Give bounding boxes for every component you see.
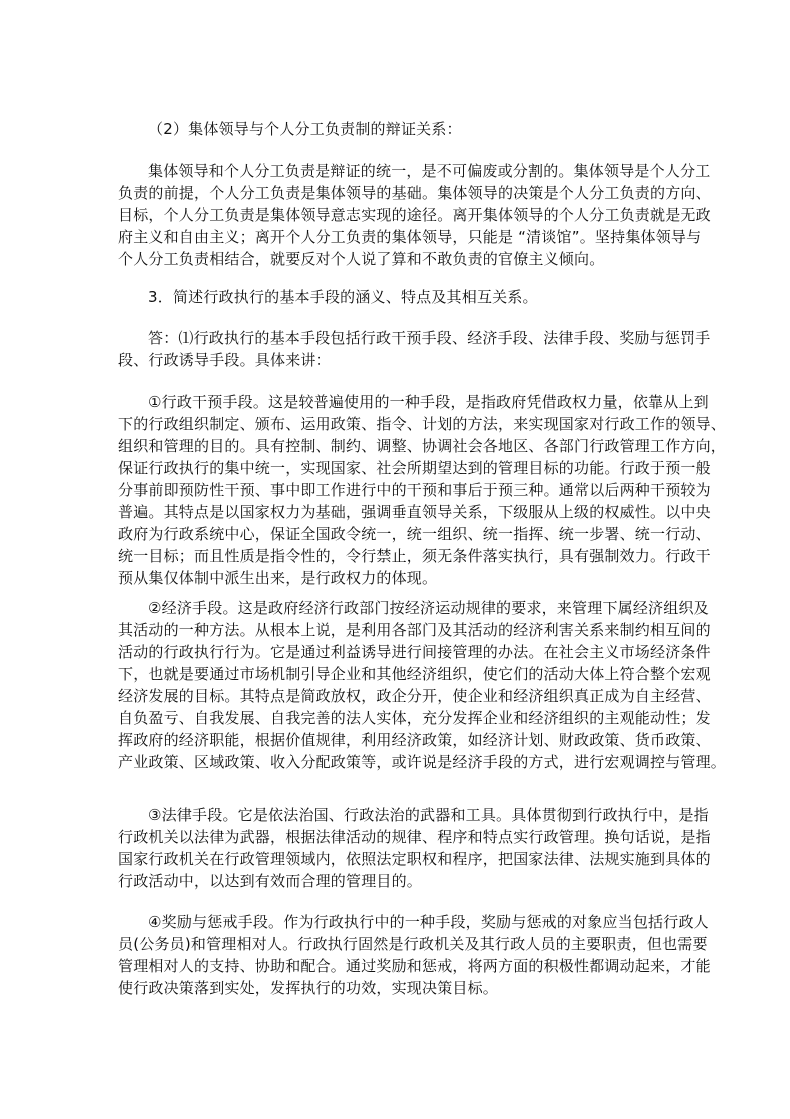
text-line: 下的行政组织制定、颁布、运用政策、指令、计划的方法，来实现国家对行政工作的领导、 [118,415,727,433]
text-line: 员(公务员)和管理相对人。行政执行固然是行政机关及其行政人员的主要职责，但也需要 [118,935,708,953]
text-line: 分事前即预防性干预、事中即工作进行中的干预和事后于预三种。通常以后两种干预较为 [118,481,711,499]
means-2-paragraph [118,597,727,773]
question-3-block [118,286,718,308]
text-line: ②经济手段。这是政府经济行政部门按经济运动规律的要求，来管理下属经济组织及 [148,599,709,617]
text-line: 经济发展的目标。其特点是简政放权，政企分开，使企业和经济组织真正成为自主经营、 [118,687,711,705]
means-1-paragraph [118,391,727,589]
text-line: 使行政决策落到实处，发挥执行的功效，实现决策目标。 [118,979,499,997]
text-line: 段、行政诱导手段。具体来讲： [118,351,331,369]
text-line: ③法律手段。它是依法治国、行政法治的武器和工具。具体贯彻到行政执行中，是指 [148,806,709,824]
text-line: 答：⑴行政执行的基本手段包括行政干预手段、经济手段、法律手段、奖励与惩罚手 [148,329,711,347]
text-line: 负责的前提，个人分工负责是集体领导的基础。集体领导的决策是个人分工负责的方向、 [118,184,711,202]
text-line: 行政机关以法律为武器，根据法律活动的规律、程序和特点实行政管理。换句话说，是指 [118,828,711,846]
section-heading: （2）集体领导与个人分工负责制的辩证关系： [148,120,462,138]
text-line: 自负盈亏、自我发展、自我完善的法人实体，充分发挥企业和经济组织的主观能动性；发 [118,709,711,727]
section2-heading-block [118,118,718,140]
text-line: 政府为行政系统中心，保证全国政令统一，统一组织、统一指挥、统一步署、统一行动、 [118,525,711,543]
section2-paragraph [118,160,718,270]
text-line: ①行政干预手段。这是较普遍使用的一种手段，是指政府凭借政权力量，依靠从上到 [148,393,709,411]
text-line: 其活动的一种方法。从根本上说，是利用各部门及其活动的经济利害关系来制约相互间的 [118,621,711,639]
text-line: ④奖励与惩戒手段。作为行政执行中的一种手段，奖励与惩戒的对象应当包括行政人 [148,913,709,931]
text-line: 预从集仅体制中派生出来，是行政权力的体现。 [118,569,438,587]
text-line: 行政活动中，以达到有效而合理的管理目的。 [118,872,423,890]
text-line: 统一目标；而且性质是指令性的，令行禁止，须无条件落实执行，具有强制效力。行政干 [118,547,711,565]
text-line: 普遍。其特点是以国家权力为基础，强调垂直领导关系，下级服从上级的权威性。以中央 [118,503,711,521]
text-line: 挥政府的经济职能，根据价值规律，利用经济政策，如经济计划、财政政策、货币政策、 [118,731,711,749]
means-4-paragraph [118,911,718,999]
text-line: 管理相对人的支持、协助和配合。通过奖励和惩戒，将两方面的积极性都调动起来，才能 [118,957,711,975]
text-line: 活动的行政执行行为。它是通过利益诱导进行间接管理的办法。在社会主义市场经济条件 [118,643,711,661]
text-line: 组织和管理的目的。具有控制、制约、调整、协调社会各地区、各部门行政管理工作方向， [118,437,727,455]
text-line: 集体领导和个人分工负责是辩证的统一，是不可偏废或分割的。集体领导是个人分工 [148,162,711,180]
text-line: 府主义和自由主义；离开个人分工负责的集体领导，只能是 “清谈馆”。坚持集体领导与 [118,228,702,246]
text-line: 国家行政机关在行政管理领域内，依照法定职权和程序，把国家法律、法规实施到具体的 [118,850,711,868]
text-line: 保证行政执行的集中统一，实现国家、社会所期望达到的管理目标的功能。行政于预一般 [118,459,711,477]
text-line: 目标，个人分工负责是集体领导意志实现的途径。离开集体领导的个人分工负责就是无政 [118,206,711,224]
text-line: 下，也就是要通过市场机制引导企业和其他经济组织，使它们的活动大体上符合整个宏观 [118,665,711,683]
question-heading: 3．简述行政执行的基本手段的涵义、特点及其相互关系。 [148,288,538,306]
text-line: 个人分工负责相结合，就要反对个人说了算和不敢负责的官僚主义倾向。 [118,250,605,268]
means-3-paragraph [118,804,718,892]
text-line: 产业政策、区域政策、收入分配政策等，或许说是经济手段的方式，进行宏观调控与管理。 [118,753,727,771]
answer-intro [118,327,718,371]
